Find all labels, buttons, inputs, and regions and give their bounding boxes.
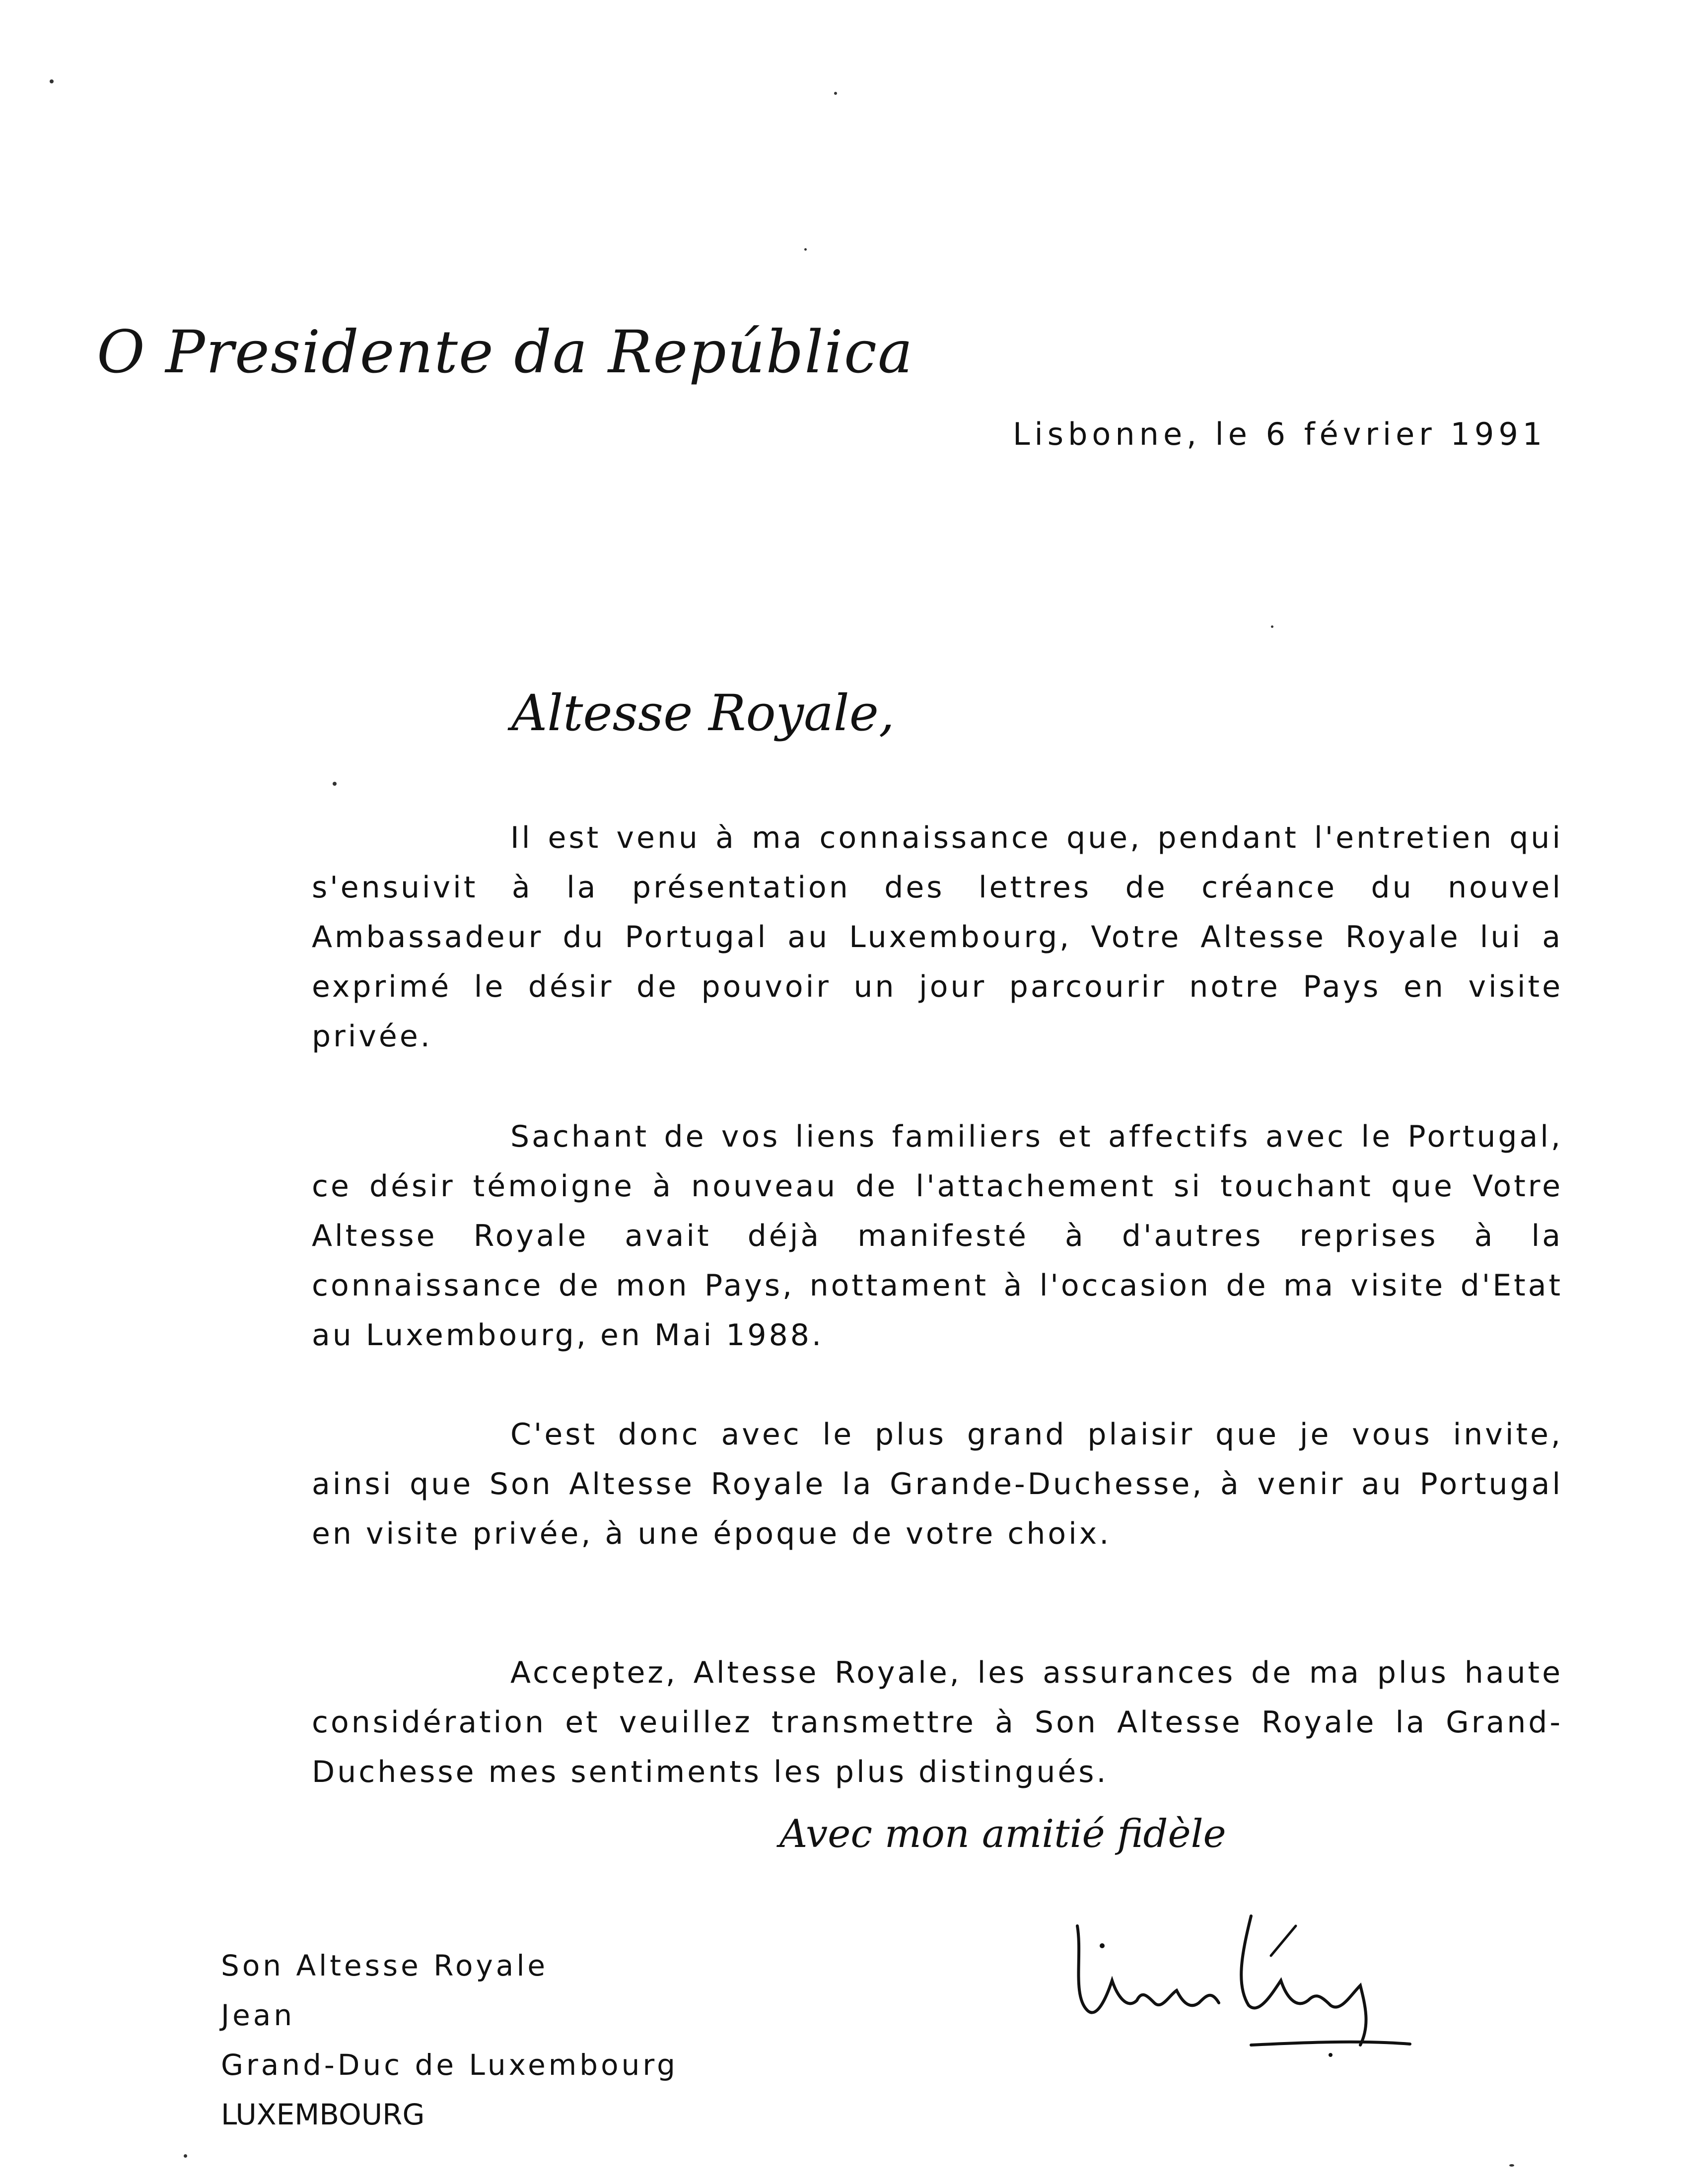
addressee-block (221, 1941, 678, 2139)
scan-speck (184, 2154, 187, 2158)
addressee-name: Jean (221, 1998, 295, 2032)
paragraph-text: C'est donc avec le plus grand plaisir que je vous invite, ainsi que Son Altesse Royale la Grande-Duchesse, à venir au Portugal en visite privée, à une époque de votre choix. (312, 1417, 1563, 1551)
scan-speck (1271, 625, 1273, 628)
addressee-country: LUXEMBOURG (221, 2098, 425, 2131)
paragraph-text: Sachant de vos liens familiers et affectifs avec le Portugal, ce désir témoigne à nouveau de l'attachement si touchant que Votre Altesse Royale avait déjà manifesté à d'autres reprises à la connaissance de mon Pays, nottament à l'occasion de ma visite d'Etat au Luxembourg, en Mai 1988. (312, 1119, 1563, 1353)
paragraph-text: Il est venu à ma connaissance que, pendant l'entretien qui s'ensuivit à la présentation des lettres de créance du nouvel Ambassadeur du Portugal au Luxembourg, Votre Altesse Royale lui a exprimé le désir de pouvoir un jour parcourir notre Pays en visite privée. (312, 820, 1563, 1054)
handwritten-closing: Avec mon amitié fidèle (779, 1812, 1226, 1856)
scan-speck (804, 248, 807, 251)
body-paragraph-2 (312, 1112, 1563, 1360)
place-date: Lisbonne, le 6 février 1991 (1013, 416, 1547, 452)
body-paragraph-1 (312, 813, 1563, 1061)
paragraph-text: Acceptez, Altesse Royale, les assurances de ma plus haute considération et veuillez transmettre à Son Altesse Royale la Grand-Duchesse mes sentiments les plus distingués. (312, 1655, 1563, 1789)
scan-speck (333, 782, 337, 786)
handwritten-signature (1062, 1896, 1420, 2060)
salutation: Altesse Royale, (511, 684, 895, 742)
scan-speck (834, 92, 837, 95)
body-paragraph-4 (312, 1648, 1563, 1797)
body-paragraph-3 (312, 1410, 1563, 1559)
scan-speck (1509, 2164, 1514, 2167)
addressee-rank: Grand-Duc de Luxembourg (221, 2048, 678, 2082)
letterhead: O Presidente da República (97, 318, 914, 386)
addressee-title: Son Altesse Royale (221, 1949, 549, 1982)
scan-speck (50, 79, 54, 83)
